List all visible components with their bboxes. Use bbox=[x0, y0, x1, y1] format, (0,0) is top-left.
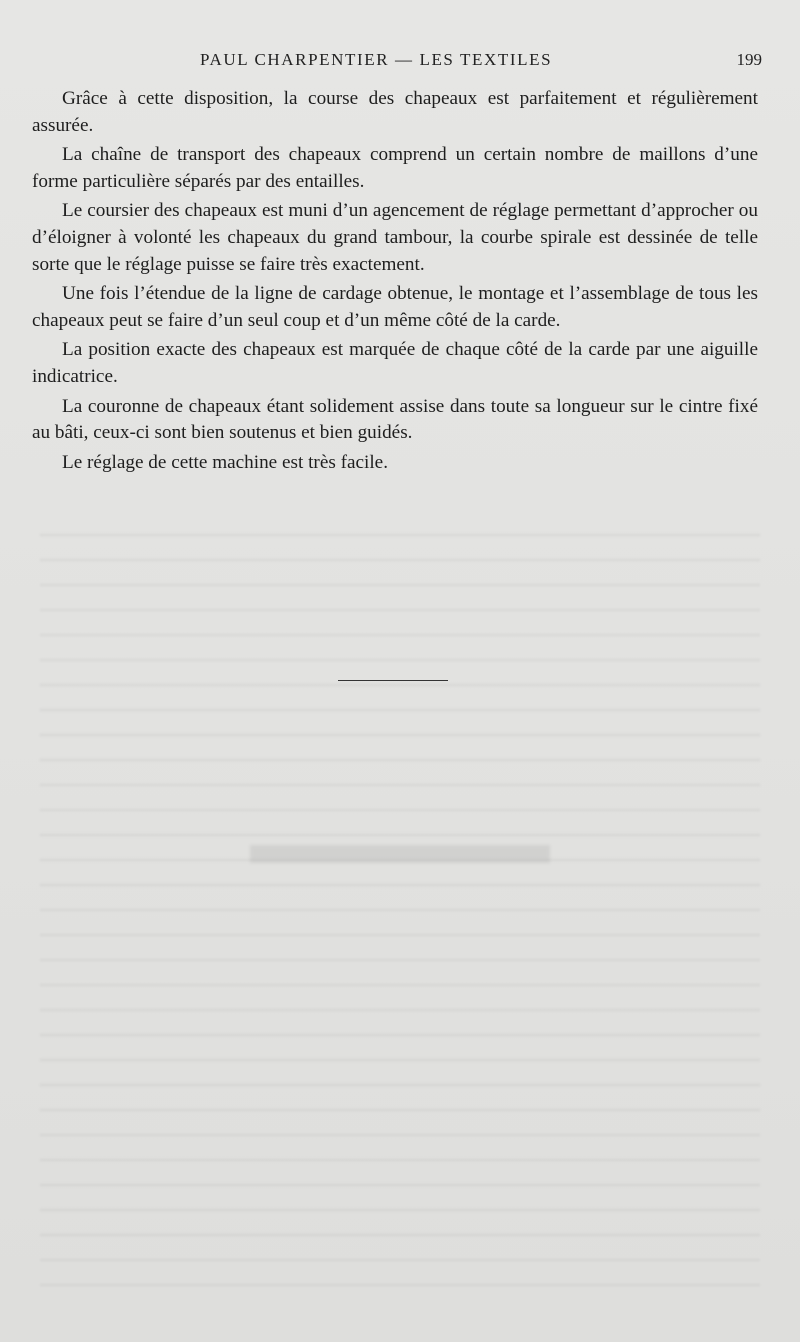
paragraph: La position exacte des chapeaux est marquée de chaque côté de la carde par une aiguille indicatrice. bbox=[32, 339, 758, 387]
paragraph: Le réglage de cette machine est très facile. bbox=[62, 451, 389, 473]
body-text bbox=[32, 86, 758, 479]
paragraph: La couronne de chapeaux étant solidement assise dans toute sa longueur sur le cintre fixé au bâti, ceux-ci sont bien soutenus et bien guidés. bbox=[32, 395, 758, 444]
page-header bbox=[30, 50, 770, 74]
paragraph: Le coursier des chapeaux est muni d’un agencement de réglage permettant d’approcher ou d’éloigner à volonté les chapeaux du grand tambour, la courbe spirale est dessinée de telle sorte que le réglage puisse se faire très exactement. bbox=[32, 200, 758, 275]
running-title: PAUL CHARPENTIER — LES TEXTILES bbox=[200, 50, 553, 69]
section-end-rule bbox=[338, 680, 448, 681]
reverse-side-heading-bleed bbox=[250, 845, 550, 863]
paragraph: Une fois l’étendue de la ligne de cardage obtenue, le montage et l’assemblage de tous les chapeaux peut se faire d’un seul coup et d’un même côté de la carde. bbox=[32, 283, 758, 331]
page-number: 199 bbox=[736, 50, 762, 69]
paragraph: Grâce à cette disposition, la course des chapeaux est parfaitement et régulièrement assurée. bbox=[32, 88, 758, 136]
reverse-side-bleed-through bbox=[40, 520, 760, 1300]
paragraph: La chaîne de transport des chapeaux comprend un certain nombre de maillons d’une forme particulière séparés par des entailles. bbox=[32, 144, 758, 192]
